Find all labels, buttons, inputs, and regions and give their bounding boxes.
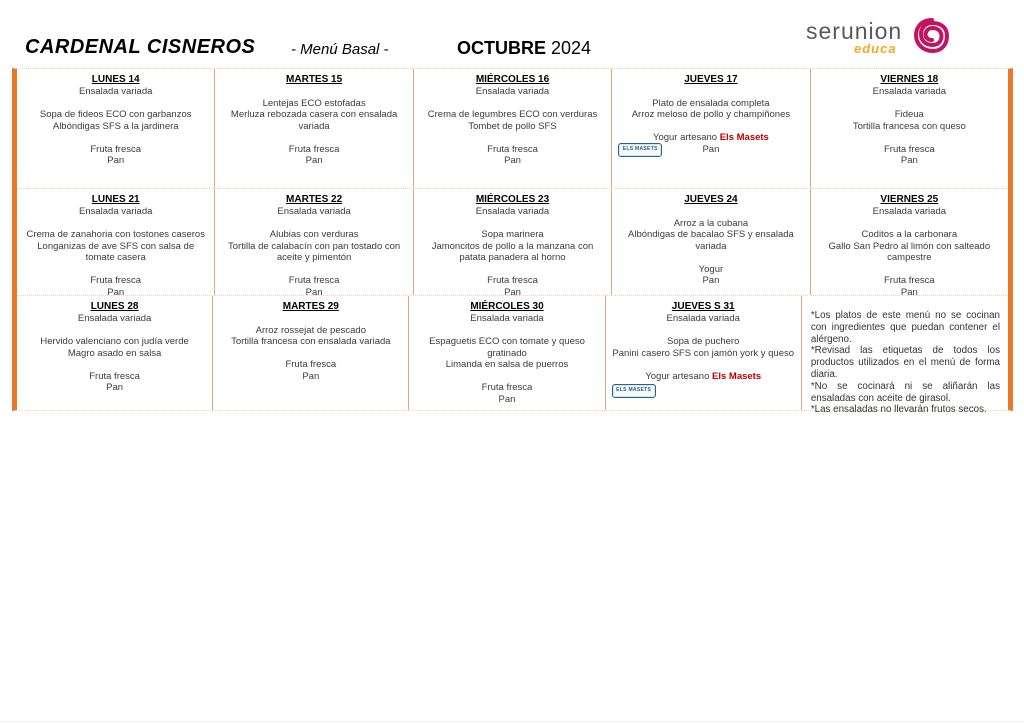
menu-item: Magro asado en salsa — [67, 347, 162, 359]
menu-item: Fruta fresca — [89, 370, 140, 382]
menu-item — [412, 371, 601, 383]
menu-item — [609, 359, 798, 371]
menu-item: Tortilla francesa con queso — [852, 120, 966, 132]
menu-item: Jamoncitos de pollo a la manzana con patata panadera al horno — [431, 240, 594, 263]
menu-week-row — [17, 189, 1008, 296]
menu-item: Tombet de pollo SFS — [468, 120, 557, 132]
menu-day-cell — [17, 296, 213, 410]
menu-day-cell — [612, 189, 810, 295]
menu-item: Panini casero SFS con jamón york y queso — [612, 347, 795, 359]
menu-item — [615, 206, 806, 218]
menu-item — [216, 348, 405, 360]
menu-item: Tortilla de calabacín con pan tostado con aceite y pimentón — [228, 240, 401, 263]
menu-item: Gallo San Pedro al limón con salteado campestre — [828, 240, 991, 263]
menu-item — [218, 218, 409, 230]
page-bottom-divider — [0, 721, 1024, 722]
menu-item: Tortilla francesa con ensalada variada — [231, 336, 391, 347]
year-label: 2024 — [551, 38, 592, 58]
menu-item — [216, 313, 405, 325]
day-header: MARTES 15 — [286, 74, 343, 85]
menu-item: Ensalada variada — [78, 206, 153, 217]
menu-item: Pan — [702, 143, 720, 155]
logo-educa-text: educa — [854, 41, 897, 56]
day-header: MIÉRCOLES 30 — [470, 301, 544, 312]
menu-item: Arroz rossejat de pescado — [255, 324, 366, 336]
menu-day-cell — [414, 189, 612, 298]
menu-day-cell — [213, 296, 409, 410]
menu-item — [615, 252, 806, 264]
menu-item: Pan — [107, 286, 125, 298]
menu-week-row — [17, 69, 1008, 189]
menu-item — [814, 132, 1005, 144]
menu-item — [814, 264, 1005, 276]
menu-item: Longanizas de ave SFS con salsa de tomate casera — [37, 240, 195, 263]
menu-item: Albóndigas SFS a la jardinera — [52, 120, 179, 132]
menu-item: Pan — [900, 286, 918, 298]
menu-item — [218, 132, 409, 144]
els-masets-badge: ELS MASETS — [612, 384, 656, 398]
menu-item: Pan — [305, 286, 323, 298]
menu-item — [615, 121, 806, 133]
menu-day-cell — [215, 69, 413, 188]
day-header: MIÉRCOLES 16 — [475, 74, 550, 85]
menu-item: Fruta fresca — [90, 143, 142, 155]
menu-item — [218, 264, 409, 276]
menu-item: Sopa de fideos ECO con garbanzos — [39, 109, 192, 120]
menu-item: Fruta fresca — [883, 275, 935, 286]
menu-item: Fruta fresca — [90, 275, 142, 286]
menu-item: Yogur artesano Els Masets — [652, 132, 769, 143]
menu-item — [20, 325, 209, 337]
day-header: JUEVES S 31 — [671, 301, 735, 312]
day-header: MARTES 22 — [286, 194, 343, 205]
menu-item: Ensalada variada — [872, 206, 947, 217]
menu-item — [20, 218, 211, 230]
menu-item: Arroz meloso de pollo y champiñones — [631, 109, 791, 120]
menu-item: Crema de zanahoria con tostones caseros — [26, 229, 205, 240]
menu-item: Limanda en salsa de puerros — [445, 359, 569, 370]
note-line: *Las ensaladas no llevarán frutos secos. — [810, 404, 987, 416]
day-header: LUNES 14 — [91, 74, 140, 85]
serunion-e-swirl-icon — [908, 10, 956, 60]
menu-item: Ensalada variada — [475, 206, 550, 217]
menu-item: Ensalada variada — [470, 313, 544, 324]
serunion-logo — [806, 12, 956, 58]
menu-item: Pan — [504, 286, 521, 298]
menu-item: Pan — [305, 155, 323, 166]
menu-day-cell — [409, 296, 605, 410]
menu-item: Yogur artesano Els Masets — [645, 370, 762, 382]
allergen-notes-cell — [802, 296, 1008, 416]
menu-day-cell — [811, 69, 1008, 188]
els-masets-badge: ELS MASETS — [618, 143, 662, 157]
menu-item — [412, 325, 601, 337]
menu-item: Pan — [900, 155, 918, 166]
menu-item: Fideua — [894, 109, 924, 120]
day-header: JUEVES 17 — [684, 74, 738, 85]
menu-item — [20, 264, 211, 276]
menu-item: Pan — [302, 370, 320, 382]
logo-brand-text: serunion — [806, 18, 903, 44]
note-line: *No se cocinará ni se aliñarán las ensaladas con aceite de girasol. — [810, 380, 1001, 404]
brand-highlight: Els Masets — [712, 370, 762, 382]
note-line: *Revisad las etiquetas de todos los productos utilizados en el menú de forma diaria. — [810, 345, 1001, 380]
menu-item — [814, 98, 1005, 110]
day-header: LUNES 28 — [90, 301, 139, 312]
menu-item: Merluza rebozada casera con ensalada variada — [230, 109, 398, 132]
menu-day-cell — [612, 69, 810, 188]
menu-item: Pan — [498, 393, 516, 405]
menu-item: Lentejas ECO estofadas — [262, 97, 366, 109]
menu-item: Sopa marinera — [481, 229, 544, 240]
menu-item: Pan — [107, 155, 125, 166]
menu-item: Fruta fresca — [288, 275, 340, 286]
menu-item — [814, 218, 1005, 230]
menu-item: Ensalada variada — [277, 206, 351, 217]
menu-item: Ensalada variada — [77, 313, 152, 324]
menu-item: Ensalada variada — [78, 86, 153, 97]
month-year-label — [457, 38, 591, 59]
menu-type-label: - Menú Basal - — [291, 41, 389, 58]
note-line: *Los platos de este menú no se cocinan con ingredientes que puedan contener el alérgeno. — [810, 310, 1001, 345]
menu-item: Pan — [504, 155, 521, 166]
menu-item: Fruta fresca — [487, 275, 538, 286]
menu-item: Albóndigas de bacalao SFS y ensalada variada — [628, 229, 794, 252]
day-header: VIERNES 25 — [880, 194, 939, 205]
menu-week-row — [17, 296, 1008, 416]
menu-item: Alubias con verduras — [269, 229, 359, 240]
menu-item: Fruta fresca — [883, 143, 935, 155]
menu-item — [20, 132, 211, 144]
day-header: JUEVES 24 — [684, 194, 738, 205]
menu-item: Ensalada variada — [666, 313, 740, 324]
school-name: CARDENAL CISNEROS — [25, 36, 256, 58]
menu-item: Fruta fresca — [285, 359, 337, 370]
menu-table — [12, 68, 1013, 416]
menu-day-cell — [414, 69, 612, 188]
menu-item — [417, 218, 608, 230]
menu-item — [417, 98, 608, 110]
menu-item: Fruta fresca — [288, 143, 340, 155]
menu-item: Ensalada variada — [475, 86, 550, 97]
menu-item — [20, 359, 209, 371]
day-header: MARTES 29 — [282, 301, 339, 312]
menu-item — [609, 325, 798, 337]
menu-item: Hervido valenciano con judía verde — [40, 336, 189, 347]
day-header: VIERNES 18 — [880, 74, 939, 85]
menu-day-cell — [215, 189, 413, 298]
menu-day-cell — [17, 189, 215, 298]
menu-item: Pan — [106, 382, 124, 393]
menu-item — [417, 132, 608, 144]
menu-item: Fruta fresca — [487, 143, 538, 155]
menu-day-cell — [811, 189, 1008, 298]
menu-item: Plato de ensalada completa — [652, 97, 770, 109]
menu-item: Crema de legumbres ECO con verduras — [427, 109, 598, 120]
month-label: OCTUBRE — [457, 38, 546, 58]
menu-item: Fruta fresca — [481, 382, 533, 393]
menu-item: Espaguetis ECO con tomate y queso gratinado — [429, 336, 585, 359]
menu-item: Arroz a la cubana — [673, 217, 749, 229]
day-header: LUNES 21 — [91, 194, 140, 205]
menu-item: Pan — [702, 275, 720, 286]
menu-item — [417, 264, 608, 276]
menu-item — [615, 86, 806, 98]
menu-item: Sopa de puchero — [667, 336, 740, 347]
brand-highlight: Els Masets — [719, 132, 769, 143]
menu-item: Coditos a la carbonara — [861, 229, 958, 240]
day-header: MIÉRCOLES 23 — [475, 194, 550, 205]
menu-item — [218, 86, 409, 98]
menu-item: Ensalada variada — [872, 86, 947, 97]
menu-day-cell — [17, 69, 215, 188]
menu-item — [20, 98, 211, 110]
menu-item: Yogur — [698, 263, 724, 275]
menu-day-cell — [606, 296, 802, 410]
